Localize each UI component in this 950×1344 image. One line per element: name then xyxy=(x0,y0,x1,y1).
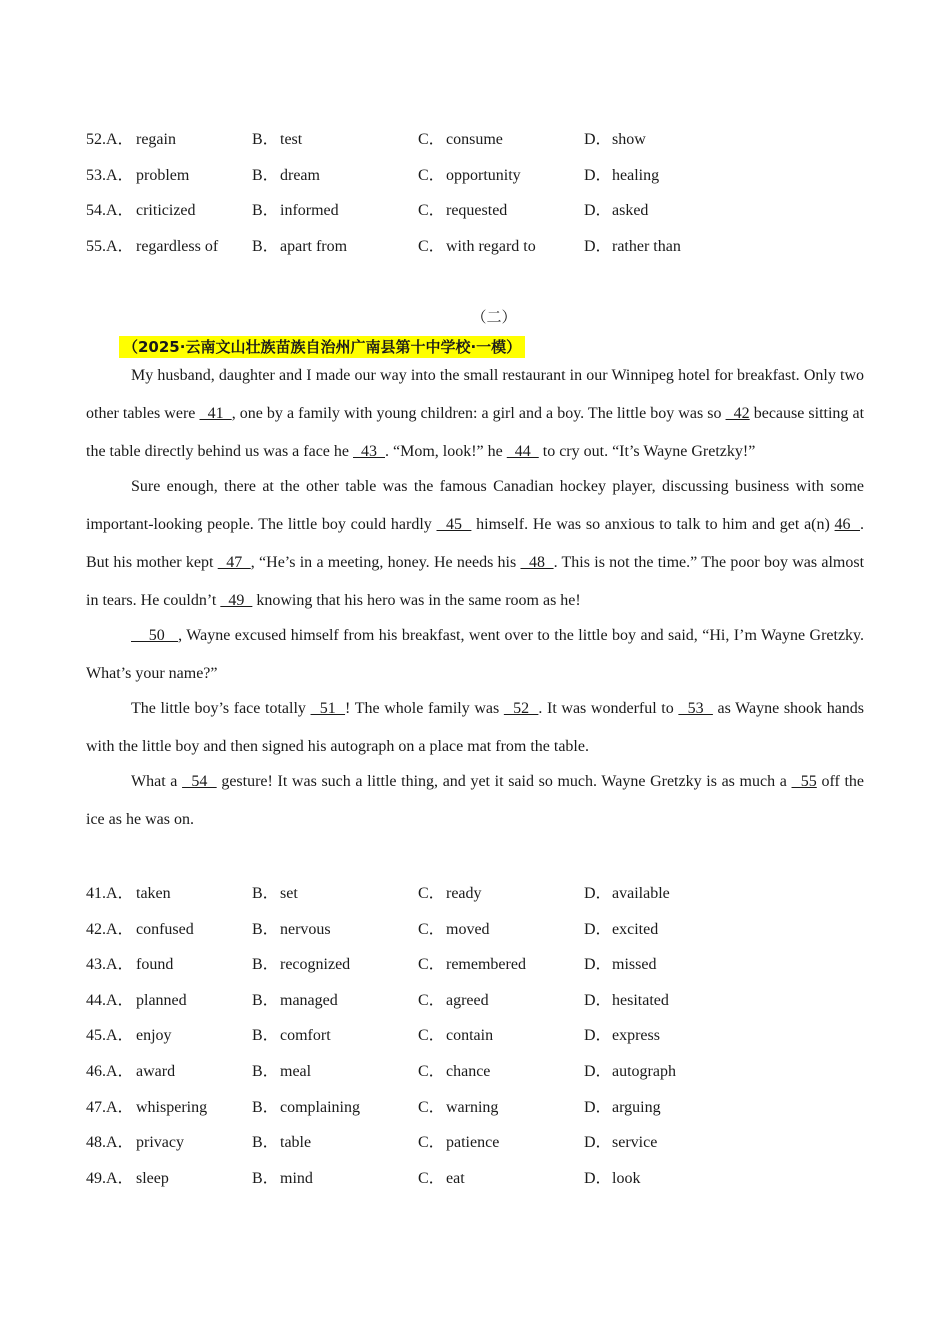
option-c: ready xyxy=(446,885,482,902)
blank-52: 52 xyxy=(503,700,539,717)
option-d-label: D． xyxy=(584,956,612,974)
option-number: 44.A． xyxy=(86,991,134,1009)
blank-44: 44 xyxy=(506,443,539,460)
option-b: managed xyxy=(280,991,338,1009)
option-c: agreed xyxy=(446,991,489,1009)
option-a: problem xyxy=(136,166,190,184)
option-number: 49.A． xyxy=(86,1169,134,1187)
option-c: patience xyxy=(446,1134,500,1152)
option-c: requested xyxy=(446,202,508,220)
blank-46: 46 xyxy=(834,516,860,533)
option-d-label: D． xyxy=(584,1134,612,1152)
paragraph-5: What a 54 gesture! It was such a little thing, and yet it said so much. Wayne Gretzky is as much a 55 off the ice as he was on. xyxy=(86,773,865,828)
option-b-label: B． xyxy=(252,991,279,1009)
option-d: missed xyxy=(612,956,657,974)
option-d-label: D． xyxy=(584,920,612,938)
option-number: 46.A． xyxy=(86,1062,134,1080)
option-c: chance xyxy=(446,1062,491,1080)
option-c-label: C． xyxy=(418,166,445,184)
option-b-label: B． xyxy=(252,1134,279,1152)
option-b-label: B． xyxy=(252,956,279,974)
paragraph-2: Sure enough, there at the other table was the famous Canadian hockey player, discussing business with some important-looking people. The little boy could hardly 45 himself. He was so anxious to talk to him and get a(n) 46 . But his mother kept 47 , “He’s in a meeting, honey. He needs his 48 . This is not the time.” The poor boy was almost in tears. He couldn’t 49 knowing that his hero was in the same room as he! xyxy=(86,478,865,609)
blank-51: 51 xyxy=(310,700,346,717)
cloze-passage xyxy=(86,357,864,839)
option-c-label: C． xyxy=(418,1169,445,1187)
option-c: moved xyxy=(446,920,490,938)
option-row xyxy=(86,947,864,983)
paragraph-3: 50 , Wayne excused himself from his breakfast, went over to the little boy and said, “Hi, I’m Wayne Gretzky. What’s your name?” xyxy=(86,627,865,682)
option-number: 42.A． xyxy=(86,920,134,938)
option-row xyxy=(86,1161,864,1197)
option-b-label: B． xyxy=(252,1027,279,1045)
blank-53: 53 xyxy=(678,700,713,717)
option-d-label: D． xyxy=(584,237,612,255)
option-c-label: C． xyxy=(418,1098,445,1116)
option-c-label: C． xyxy=(418,956,445,974)
option-c: warning xyxy=(446,1098,499,1116)
option-b-label: B． xyxy=(252,920,279,938)
option-number: 41.A． xyxy=(86,885,134,902)
option-c-label: C． xyxy=(418,202,445,220)
option-b: apart from xyxy=(280,237,348,255)
option-d: look xyxy=(612,1169,641,1187)
option-number: 43.A． xyxy=(86,956,134,974)
option-b: table xyxy=(280,1134,312,1152)
option-d: healing xyxy=(612,166,660,184)
option-d-label: D． xyxy=(584,1169,612,1187)
option-b: test xyxy=(280,131,303,148)
option-c-label: C． xyxy=(418,920,445,938)
option-b-label: B． xyxy=(252,131,279,148)
option-c-label: C． xyxy=(418,1027,445,1045)
option-d: express xyxy=(612,1027,660,1045)
option-c: contain xyxy=(446,1027,494,1045)
option-a: award xyxy=(136,1062,176,1080)
option-a: whispering xyxy=(136,1098,208,1116)
option-b-label: B． xyxy=(252,166,279,184)
paragraph-4: The little boy’s face totally 51 ! The whole family was 52 . It was wonderful to 53 as Wayne shook hands with the little boy and then signed his autograph on a place mat from the table. xyxy=(86,700,865,755)
option-d: excited xyxy=(612,920,659,938)
option-b: recognized xyxy=(280,956,351,974)
option-d: asked xyxy=(612,202,649,220)
option-number: 45.A． xyxy=(86,1027,134,1045)
option-a: enjoy xyxy=(136,1027,172,1045)
blank-49: 49 xyxy=(220,592,253,609)
blank-50: 50 xyxy=(131,627,179,644)
option-b: meal xyxy=(280,1062,312,1080)
blank-54: 54 xyxy=(182,773,217,790)
option-a: privacy xyxy=(136,1134,184,1152)
option-number: 54.A． xyxy=(86,202,134,220)
option-a: taken xyxy=(136,885,171,902)
section-title: （二） xyxy=(471,308,517,326)
option-a: regain xyxy=(136,131,176,148)
blank-43: 43 xyxy=(353,443,385,460)
option-d: available xyxy=(612,885,670,902)
option-c-label: C． xyxy=(418,131,445,148)
option-a: found xyxy=(136,956,174,974)
option-b: dream xyxy=(280,166,320,184)
option-number: 48.A． xyxy=(86,1134,134,1152)
bottom-options-block xyxy=(86,876,864,1196)
option-number: 53.A． xyxy=(86,166,134,184)
option-b: mind xyxy=(280,1169,313,1187)
option-a: regardless of xyxy=(136,237,219,255)
option-d: autograph xyxy=(612,1062,676,1080)
option-d: show xyxy=(612,131,646,148)
blank-47: 47 xyxy=(217,554,251,571)
option-d-label: D． xyxy=(584,991,612,1009)
option-row xyxy=(86,1018,864,1054)
option-c-label: C． xyxy=(418,1134,445,1152)
option-b-label: B． xyxy=(252,885,279,902)
blank-48: 48 xyxy=(520,554,554,571)
option-c: eat xyxy=(446,1169,465,1187)
option-number: 52.A． xyxy=(86,131,134,148)
source-highlight: （2025·云南文山壮族苗族自治州广南县第十中学校·一模） xyxy=(119,336,525,358)
option-b-label: B． xyxy=(252,202,279,220)
option-row xyxy=(86,193,864,229)
option-b: comfort xyxy=(280,1027,331,1045)
paragraph-1: My husband, daughter and I made our way into the small restaurant in our Winnipeg hotel for breakfast. Only two other tables were 41 , one by a family with young children: a girl and a boy. The little boy was so 42 because sitting at the table directly behind us was a face he 43 . “Mom, look!” he 44 to cry out. “It’s Wayne Gretzky!” xyxy=(86,367,865,460)
option-a: criticized xyxy=(136,202,196,220)
option-d-label: D． xyxy=(584,202,612,220)
option-c: consume xyxy=(446,131,503,148)
option-b-label: B． xyxy=(252,1169,279,1187)
blank-41: 41 xyxy=(199,405,232,422)
option-d-label: D． xyxy=(584,131,612,148)
option-a: planned xyxy=(136,991,187,1009)
option-d-label: D． xyxy=(584,166,612,184)
option-b-label: B． xyxy=(252,1062,279,1080)
option-c-label: C． xyxy=(418,1062,445,1080)
option-b: set xyxy=(280,885,298,902)
option-d: arguing xyxy=(612,1098,661,1116)
option-c: remembered xyxy=(446,956,526,974)
option-row xyxy=(86,912,864,948)
option-d: service xyxy=(612,1134,658,1152)
option-d: rather than xyxy=(612,237,681,255)
blank-55: 55 xyxy=(791,773,817,790)
option-row xyxy=(86,1090,864,1126)
option-d-label: D． xyxy=(584,1027,612,1045)
option-c-label: C． xyxy=(418,885,445,902)
blank-45: 45 xyxy=(436,516,472,533)
option-b-label: B． xyxy=(252,237,279,255)
option-row xyxy=(86,1125,864,1161)
option-d-label: D． xyxy=(584,1062,612,1080)
option-c-label: C． xyxy=(418,237,445,255)
option-d-label: D． xyxy=(584,885,612,902)
option-c: opportunity xyxy=(446,166,521,184)
top-options-block xyxy=(86,122,864,264)
option-d: hesitated xyxy=(612,991,669,1009)
option-row xyxy=(86,122,864,158)
option-b: nervous xyxy=(280,920,331,938)
option-c-label: C． xyxy=(418,991,445,1009)
option-c: with regard to xyxy=(446,237,536,255)
option-a: confused xyxy=(136,920,194,938)
option-b: informed xyxy=(280,202,339,220)
option-b-label: B． xyxy=(252,1098,279,1116)
option-row xyxy=(86,229,864,265)
option-number: 47.A． xyxy=(86,1098,134,1116)
option-b: complaining xyxy=(280,1098,360,1116)
option-row xyxy=(86,158,864,194)
option-row xyxy=(86,876,864,912)
option-number: 55.A． xyxy=(86,237,134,255)
option-row xyxy=(86,1054,864,1090)
option-d-label: D． xyxy=(584,1098,612,1116)
option-row xyxy=(86,983,864,1019)
blank-42: 42 xyxy=(725,405,750,422)
option-a: sleep xyxy=(136,1169,169,1187)
